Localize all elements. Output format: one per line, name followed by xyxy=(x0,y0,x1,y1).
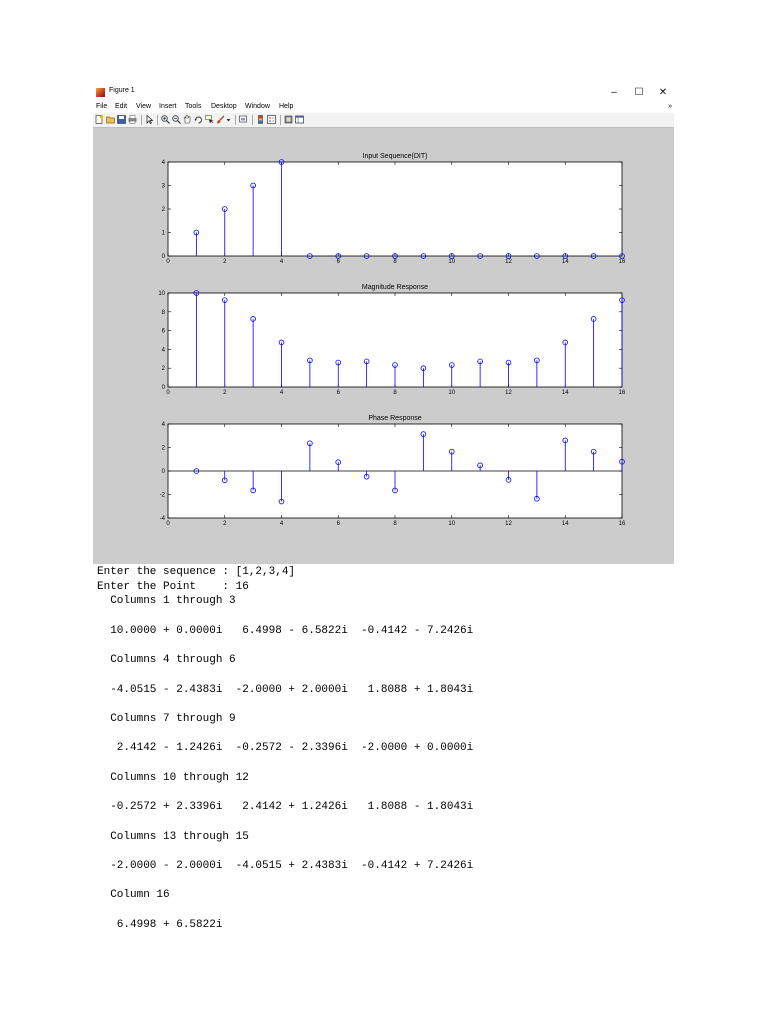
menu-insert[interactable]: Insert xyxy=(159,103,177,110)
zoom-in-icon[interactable] xyxy=(161,115,170,124)
toolbar-separator xyxy=(280,115,281,125)
y-tick-label: 4 xyxy=(161,422,165,428)
x-tick-label: 0 xyxy=(166,259,170,265)
insert-legend-icon[interactable] xyxy=(267,115,276,124)
zoom-out-icon[interactable] xyxy=(172,115,181,124)
x-tick-label: 4 xyxy=(279,521,284,527)
x-tick-label: 10 xyxy=(448,390,456,396)
x-tick-label: 12 xyxy=(505,390,512,396)
menu-edit[interactable]: Edit xyxy=(115,103,128,110)
x-tick-label: 8 xyxy=(393,259,397,265)
stem-plot-3 xyxy=(160,415,626,527)
maximize-button[interactable]: ☐ xyxy=(634,87,644,98)
matlab-logo-icon xyxy=(96,88,105,97)
x-tick-label: 0 xyxy=(166,521,170,527)
console-line: -2.0000 - 2.0000i -4.0515 + 2.4383i -0.4142 + 7.2426i xyxy=(97,860,474,872)
console-line: 2.4142 - 1.2426i -0.2572 - 2.3396i -2.0000 + 0.0000i xyxy=(97,742,474,755)
x-tick-label: 6 xyxy=(336,390,340,396)
x-tick-label: 14 xyxy=(561,390,569,396)
show-plot-tools-icon[interactable] xyxy=(295,115,304,124)
menu-view[interactable]: View xyxy=(136,103,152,110)
console-line: Enter the sequence : [1,2,3,4] xyxy=(97,566,296,578)
console-line: Enter the Point : 16 xyxy=(97,580,249,593)
axes-frame xyxy=(168,162,622,256)
y-tick-label: 2 xyxy=(161,366,165,373)
y-tick-label: 0 xyxy=(161,385,165,391)
print-icon[interactable] xyxy=(128,115,137,124)
menu-overflow-icon[interactable]: » xyxy=(668,103,672,110)
menu-tools[interactable]: Tools xyxy=(185,103,202,110)
toolbar xyxy=(93,113,674,128)
insert-colorbar-icon[interactable] xyxy=(256,115,265,124)
x-tick-label: 12 xyxy=(505,521,512,527)
x-tick-label: 12 xyxy=(505,259,512,265)
new-figure-icon[interactable] xyxy=(95,115,104,124)
y-tick-label: 2 xyxy=(161,445,165,452)
menu-window[interactable]: Window xyxy=(245,103,270,110)
console-line: Column 16 xyxy=(97,889,170,902)
y-tick-label: 0 xyxy=(161,469,165,475)
stem-plot-2 xyxy=(158,284,626,396)
menu-help[interactable]: Help xyxy=(279,103,294,110)
x-tick-label: 4 xyxy=(279,259,284,265)
minimize-button[interactable]: – xyxy=(611,87,617,98)
x-tick-label: 8 xyxy=(393,390,397,396)
y-tick-label: 1 xyxy=(161,230,165,237)
console-line: -4.0515 - 2.4383i -2.0000 + 2.0000i 1.8088 + 1.8043i xyxy=(97,683,474,696)
data-cursor-icon[interactable] xyxy=(205,115,214,124)
save-icon[interactable] xyxy=(117,115,126,124)
menu-desktop[interactable]: Desktop xyxy=(211,103,237,110)
stem-plot-1 xyxy=(162,153,626,265)
console-line: Columns 10 through 12 xyxy=(97,771,249,784)
toolbar-separator xyxy=(235,115,236,125)
x-tick-label: 2 xyxy=(223,390,227,396)
x-tick-label: 2 xyxy=(223,521,227,527)
y-tick-label: 3 xyxy=(161,183,165,190)
plot-title: Phase Response xyxy=(368,415,422,422)
title-bar[interactable] xyxy=(93,84,674,101)
brush-dropdown-icon[interactable] xyxy=(226,115,231,124)
x-tick-label: 8 xyxy=(393,521,397,527)
toolbar-separator xyxy=(157,115,158,125)
console-line: Columns 7 through 9 xyxy=(97,713,236,725)
y-tick-label: 2 xyxy=(161,207,165,213)
command-window-output xyxy=(97,566,697,946)
x-tick-label: 16 xyxy=(618,259,626,265)
y-tick-label: 4 xyxy=(161,160,165,166)
hide-plot-tools-icon[interactable] xyxy=(284,115,293,124)
plot-title: Magnitude Response xyxy=(361,284,429,291)
console-line: -0.2572 + 2.3396i 2.4142 + 1.2426i 1.8088 - 1.8043i xyxy=(97,801,474,814)
toolbar-separator xyxy=(252,115,253,125)
edit-plot-arrow-icon[interactable] xyxy=(145,115,154,124)
x-tick-label: 14 xyxy=(561,259,569,265)
console-line: 10.0000 + 0.0000i 6.4998 - 6.5822i -0.4142 - 7.2426i xyxy=(97,624,474,637)
y-tick-label: 0 xyxy=(161,254,165,260)
console-line: 6.4998 + 6.5822i xyxy=(97,918,223,931)
x-tick-label: 16 xyxy=(618,390,626,396)
x-tick-label: 6 xyxy=(336,521,340,527)
pan-icon[interactable] xyxy=(183,115,192,124)
y-tick-label: -2 xyxy=(159,492,165,499)
menu-bar xyxy=(93,101,674,113)
x-tick-label: 10 xyxy=(448,259,456,265)
x-tick-label: 4 xyxy=(279,390,284,396)
x-tick-label: 16 xyxy=(618,521,626,527)
toolbar-separator xyxy=(141,115,142,125)
console-line: Columns 1 through 3 xyxy=(97,595,236,608)
link-plot-icon[interactable] xyxy=(239,115,248,124)
rotate-3d-icon[interactable] xyxy=(194,115,203,124)
figure-plot-area xyxy=(93,128,674,564)
x-tick-label: 0 xyxy=(166,390,170,396)
plot-title: Input Sequence(DIT) xyxy=(362,153,428,160)
close-button[interactable]: ✕ xyxy=(658,87,668,98)
console-line: Columns 4 through 6 xyxy=(97,654,236,667)
y-tick-label: 8 xyxy=(161,309,165,316)
open-file-icon[interactable] xyxy=(106,115,115,124)
x-tick-label: 2 xyxy=(223,259,227,265)
figure-window xyxy=(93,84,674,564)
y-tick-label: 4 xyxy=(161,347,165,354)
x-tick-label: 6 xyxy=(336,259,340,265)
x-tick-label: 14 xyxy=(561,521,569,527)
console-line: Columns 13 through 15 xyxy=(97,830,249,843)
x-tick-label: 10 xyxy=(448,521,456,527)
y-tick-label: 10 xyxy=(158,291,165,297)
y-tick-label: -4 xyxy=(159,516,165,522)
window-title: Figure 1 xyxy=(109,87,135,94)
y-tick-label: 6 xyxy=(161,328,165,335)
menu-file[interactable]: File xyxy=(96,103,108,110)
brush-icon[interactable] xyxy=(216,115,225,124)
